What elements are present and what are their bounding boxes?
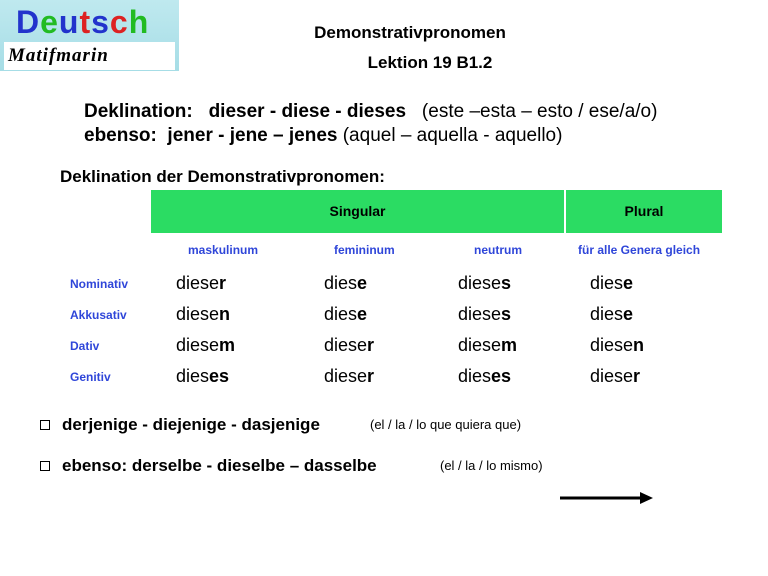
gender-header-plural: für alle Genera gleich bbox=[578, 243, 701, 257]
intro-forms: dieser - diese - dieses bbox=[208, 101, 407, 122]
bullet-icon bbox=[40, 461, 50, 471]
table-cell: diese bbox=[590, 304, 634, 324]
table-cell: dieses bbox=[458, 366, 512, 386]
lesson-label: Lektion 19 B1.2 bbox=[367, 53, 493, 72]
table-cell: dieses bbox=[458, 304, 512, 324]
intro-forms: jener - jene – jenes bbox=[167, 125, 338, 146]
logo-letter: D bbox=[16, 4, 41, 40]
logo-letter: c bbox=[109, 4, 129, 40]
case-label-genitiv: Genitiv bbox=[70, 370, 111, 384]
case-label-dativ: Dativ bbox=[70, 339, 100, 353]
table-cell: dieses bbox=[176, 366, 230, 386]
table-cell: diese bbox=[590, 273, 634, 293]
table-cell: diesen bbox=[590, 335, 645, 355]
singular-header: Singular bbox=[329, 203, 386, 219]
table-title: Deklination der Demonstrativpronomen: bbox=[60, 167, 385, 186]
intro-label: ebenso: bbox=[84, 125, 157, 146]
table-cell: dieser bbox=[324, 366, 375, 386]
table-cell: dieser bbox=[324, 335, 375, 355]
gender-header-maskulinum: maskulinum bbox=[188, 243, 259, 257]
case-label-nominativ: Nominativ bbox=[70, 277, 129, 291]
logo-letter: h bbox=[128, 4, 150, 40]
plural-header: Plural bbox=[624, 203, 664, 219]
logo-letter: t bbox=[79, 4, 92, 40]
table-cell: diesem bbox=[176, 335, 236, 355]
table-cell: diesen bbox=[176, 304, 231, 324]
logo-letter: u bbox=[58, 4, 80, 40]
table-cell: diesem bbox=[458, 335, 518, 355]
intro-translation: (aquel – aquella - aquello) bbox=[342, 125, 563, 146]
table-cell: dieser bbox=[590, 366, 641, 386]
intro-translation: (este –esta – esto / ese/a/o) bbox=[421, 101, 658, 122]
logo bbox=[0, 0, 179, 71]
table-cell: diese bbox=[324, 273, 368, 293]
gender-header-neutrum: neutrum bbox=[474, 243, 522, 257]
logo-title bbox=[16, 4, 149, 40]
case-label-akkusativ: Akkusativ bbox=[70, 308, 127, 322]
intro-line-1 bbox=[84, 100, 657, 124]
table-cell: dieser bbox=[176, 273, 227, 293]
logo-subtitle: Matifmarin bbox=[4, 42, 175, 70]
gender-header-femininum: femininum bbox=[334, 243, 395, 257]
intro-label: Deklination: bbox=[84, 101, 193, 122]
logo-letter: s bbox=[91, 4, 110, 40]
bullet-note-2: (el / la / lo mismo) bbox=[440, 458, 543, 473]
bullet-note-1: (el / la / lo que quiera que) bbox=[370, 417, 522, 432]
table-cell: dieses bbox=[458, 273, 512, 293]
page-title: Demonstrativpronomen bbox=[314, 23, 506, 42]
bullet-main-2: ebenso: derselbe - dieselbe – dasselbe bbox=[62, 456, 377, 475]
bullet-icon bbox=[40, 420, 50, 430]
table-cell: diese bbox=[324, 304, 368, 324]
bullet-main-1: derjenige - diejenige - dasjenige bbox=[62, 415, 320, 434]
intro-line-2 bbox=[84, 124, 562, 148]
arrow-right-icon[interactable] bbox=[558, 488, 654, 508]
logo-letter: e bbox=[40, 4, 59, 40]
